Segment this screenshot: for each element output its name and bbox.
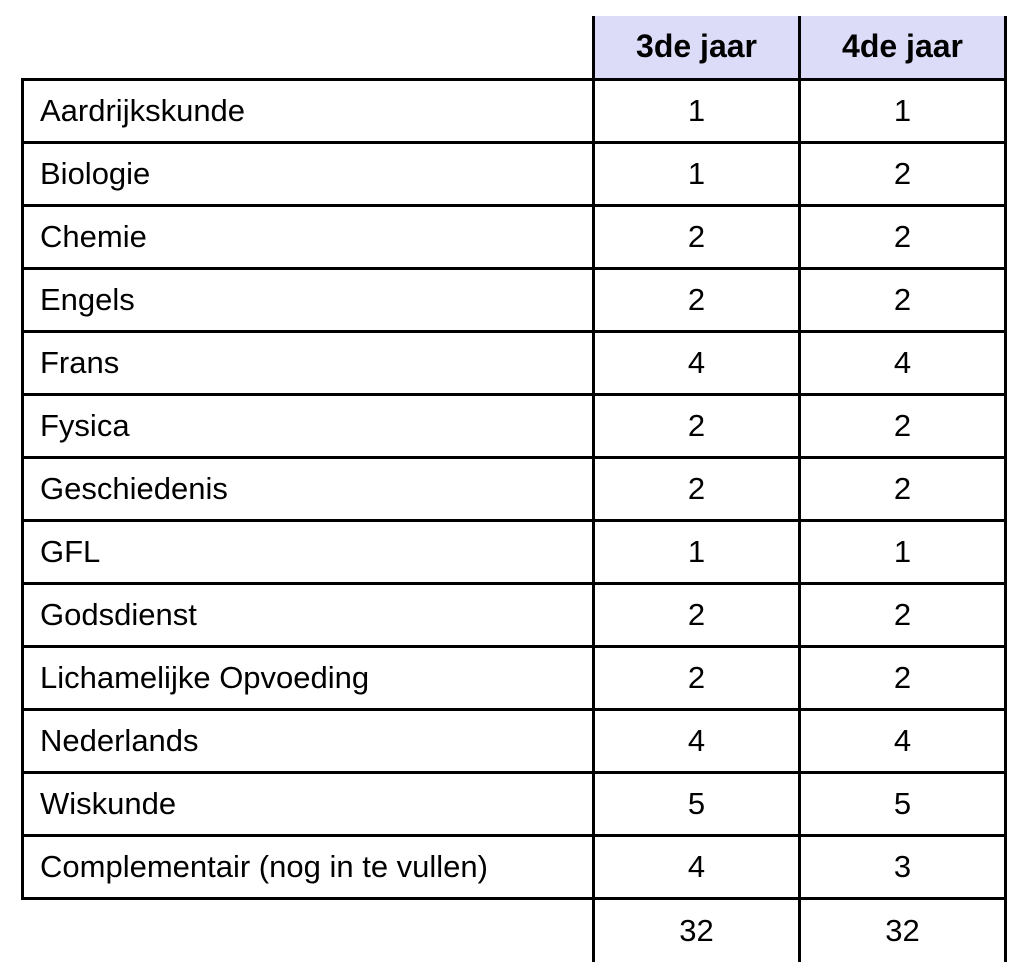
- table-row: [23, 457, 1006, 520]
- table-row: [23, 646, 1006, 709]
- total-row: [23, 898, 1006, 962]
- hours-4de-jaar-cell: 5: [800, 772, 1006, 835]
- table-row: [23, 394, 1006, 457]
- subject-cell: Aardrijkskunde: [23, 79, 594, 142]
- header-blank-cell: [23, 16, 594, 79]
- header-3de-jaar: 3de jaar: [594, 16, 800, 79]
- hours-3de-jaar-cell: 2: [594, 394, 800, 457]
- hours-4de-jaar-cell: 2: [800, 457, 1006, 520]
- hours-4de-jaar-cell: 1: [800, 520, 1006, 583]
- hours-3de-jaar-cell: 1: [594, 520, 800, 583]
- hours-4de-jaar-cell: 3: [800, 835, 1006, 898]
- hours-3de-jaar-cell: 1: [594, 142, 800, 205]
- hours-3de-jaar-cell: 2: [594, 457, 800, 520]
- hours-4de-jaar-cell: 4: [800, 331, 1006, 394]
- hours-3de-jaar-cell: 2: [594, 646, 800, 709]
- subject-cell: GFL: [23, 520, 594, 583]
- subject-cell: Nederlands: [23, 709, 594, 772]
- hours-4de-jaar-cell: 2: [800, 205, 1006, 268]
- hours-3de-jaar-cell: 2: [594, 583, 800, 646]
- table-row: [23, 835, 1006, 898]
- subject-cell: Godsdienst: [23, 583, 594, 646]
- hours-4de-jaar-cell: 2: [800, 268, 1006, 331]
- header-4de-jaar: 4de jaar: [800, 16, 1006, 79]
- subject-cell: Wiskunde: [23, 772, 594, 835]
- table-row: [23, 772, 1006, 835]
- subject-cell: Geschiedenis: [23, 457, 594, 520]
- hours-table: [21, 16, 1007, 962]
- table-row: [23, 268, 1006, 331]
- hours-3de-jaar-cell: 2: [594, 205, 800, 268]
- table-row: [23, 709, 1006, 772]
- total-4de-jaar-cell: 32: [800, 898, 1006, 962]
- subject-cell: Biologie: [23, 142, 594, 205]
- table-row: [23, 520, 1006, 583]
- total-blank-cell: [23, 898, 594, 962]
- subject-cell: Lichamelijke Opvoeding: [23, 646, 594, 709]
- hours-3de-jaar-cell: 4: [594, 709, 800, 772]
- table-row: [23, 79, 1006, 142]
- hours-3de-jaar-cell: 4: [594, 835, 800, 898]
- hours-4de-jaar-cell: 2: [800, 646, 1006, 709]
- hours-3de-jaar-cell: 1: [594, 79, 800, 142]
- header-row: [23, 16, 1006, 79]
- total-3de-jaar-cell: 32: [594, 898, 800, 962]
- subject-cell: Complementair (nog in te vullen): [23, 835, 594, 898]
- hours-3de-jaar-cell: 2: [594, 268, 800, 331]
- hours-3de-jaar-cell: 5: [594, 772, 800, 835]
- table-row: [23, 331, 1006, 394]
- hours-4de-jaar-cell: 2: [800, 583, 1006, 646]
- hours-4de-jaar-cell: 2: [800, 142, 1006, 205]
- subject-cell: Fysica: [23, 394, 594, 457]
- hours-4de-jaar-cell: 2: [800, 394, 1006, 457]
- table-row: [23, 205, 1006, 268]
- hours-3de-jaar-cell: 4: [594, 331, 800, 394]
- subject-cell: Engels: [23, 268, 594, 331]
- subject-cell: Chemie: [23, 205, 594, 268]
- hours-4de-jaar-cell: 1: [800, 79, 1006, 142]
- table-row: [23, 142, 1006, 205]
- table-row: [23, 583, 1006, 646]
- hours-4de-jaar-cell: 4: [800, 709, 1006, 772]
- subject-cell: Frans: [23, 331, 594, 394]
